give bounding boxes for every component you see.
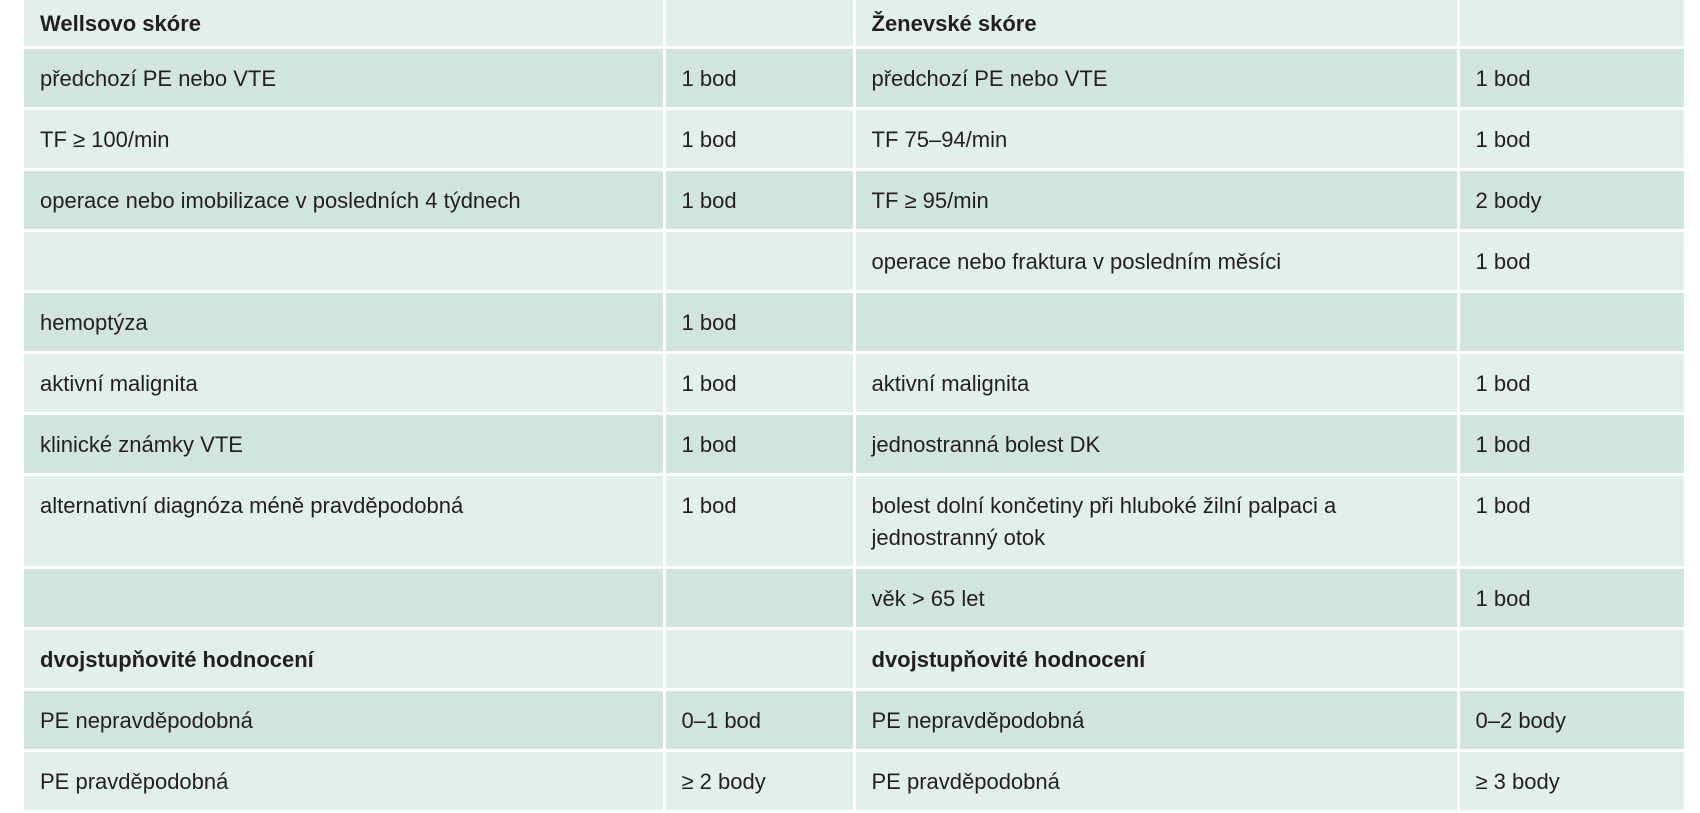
wells-points: 1 bod [664,48,854,109]
wells-points [664,231,854,292]
wells-criterion: klinické známky VTE [24,414,664,475]
geneva-criterion: TF ≥ 95/min [854,170,1458,231]
wells-criterion: PE nepravděpodobná [24,690,664,751]
geneva-criterion: PE pravděpodobná [854,751,1458,812]
score-table-body [24,0,1684,812]
geneva-points: 1 bod [1458,568,1684,629]
wells-points: 1 bod [664,109,854,170]
geneva-heading: Ženevské skóre [854,0,1458,48]
wells-points: 0–1 bod [664,690,854,751]
geneva-points: 1 bod [1458,353,1684,414]
geneva-criterion [854,292,1458,353]
wells-criterion [24,231,664,292]
geneva-criterion: PE nepravděpodobná [854,690,1458,751]
geneva-points: 1 bod [1458,475,1684,568]
table-row-header [24,0,1684,48]
geneva-criterion: TF 75–94/min [854,109,1458,170]
wells-heading-points [664,0,854,48]
wells-criterion: TF ≥ 100/min [24,109,664,170]
geneva-points: 1 bod [1458,109,1684,170]
wells-points: 1 bod [664,414,854,475]
wells-criterion: hemoptýza [24,292,664,353]
wells-points [664,568,854,629]
table-row [24,414,1684,475]
table-row [24,170,1684,231]
wells-criterion: PE pravděpodobná [24,751,664,812]
geneva-criterion: věk > 65 let [854,568,1458,629]
geneva-criterion: operace nebo fraktura v posledním měsíci [854,231,1458,292]
table-row [24,292,1684,353]
table-row [24,475,1684,568]
table-row [24,353,1684,414]
geneva-subheading: dvojstupňovité hodnocení [854,629,1458,690]
wells-subheading: dvojstupňovité hodnocení [24,629,664,690]
geneva-heading-points [1458,0,1684,48]
wells-criterion: předchozí PE nebo VTE [24,48,664,109]
geneva-points: 2 body [1458,170,1684,231]
wells-points: 1 bod [664,475,854,568]
wells-points: ≥ 2 body [664,751,854,812]
table-row [24,109,1684,170]
geneva-points: 0–2 body [1458,690,1684,751]
geneva-points [1458,292,1684,353]
geneva-points: 1 bod [1458,414,1684,475]
score-comparison-table [24,0,1684,813]
geneva-points: 1 bod [1458,231,1684,292]
table-row [24,48,1684,109]
geneva-points: ≥ 3 body [1458,751,1684,812]
wells-subheading-points [664,629,854,690]
wells-points: 1 bod [664,170,854,231]
table-row [24,690,1684,751]
wells-criterion: operace nebo imobilizace v posledních 4 týdnech [24,170,664,231]
table-row [24,231,1684,292]
table-row [24,751,1684,812]
geneva-subheading-points [1458,629,1684,690]
wells-criterion: aktivní malignita [24,353,664,414]
wells-criterion: alternativní diagnóza méně pravděpodobná [24,475,664,568]
wells-points: 1 bod [664,353,854,414]
wells-heading: Wellsovo skóre [24,0,664,48]
table-row [24,568,1684,629]
geneva-criterion: jednostranná bolest DK [854,414,1458,475]
wells-points: 1 bod [664,292,854,353]
table-row-subheader [24,629,1684,690]
geneva-points: 1 bod [1458,48,1684,109]
geneva-criterion: bolest dolní končetiny při hluboké žilní palpaci a jednostranný otok [854,475,1458,568]
geneva-criterion: aktivní malignita [854,353,1458,414]
geneva-criterion: předchozí PE nebo VTE [854,48,1458,109]
wells-criterion [24,568,664,629]
